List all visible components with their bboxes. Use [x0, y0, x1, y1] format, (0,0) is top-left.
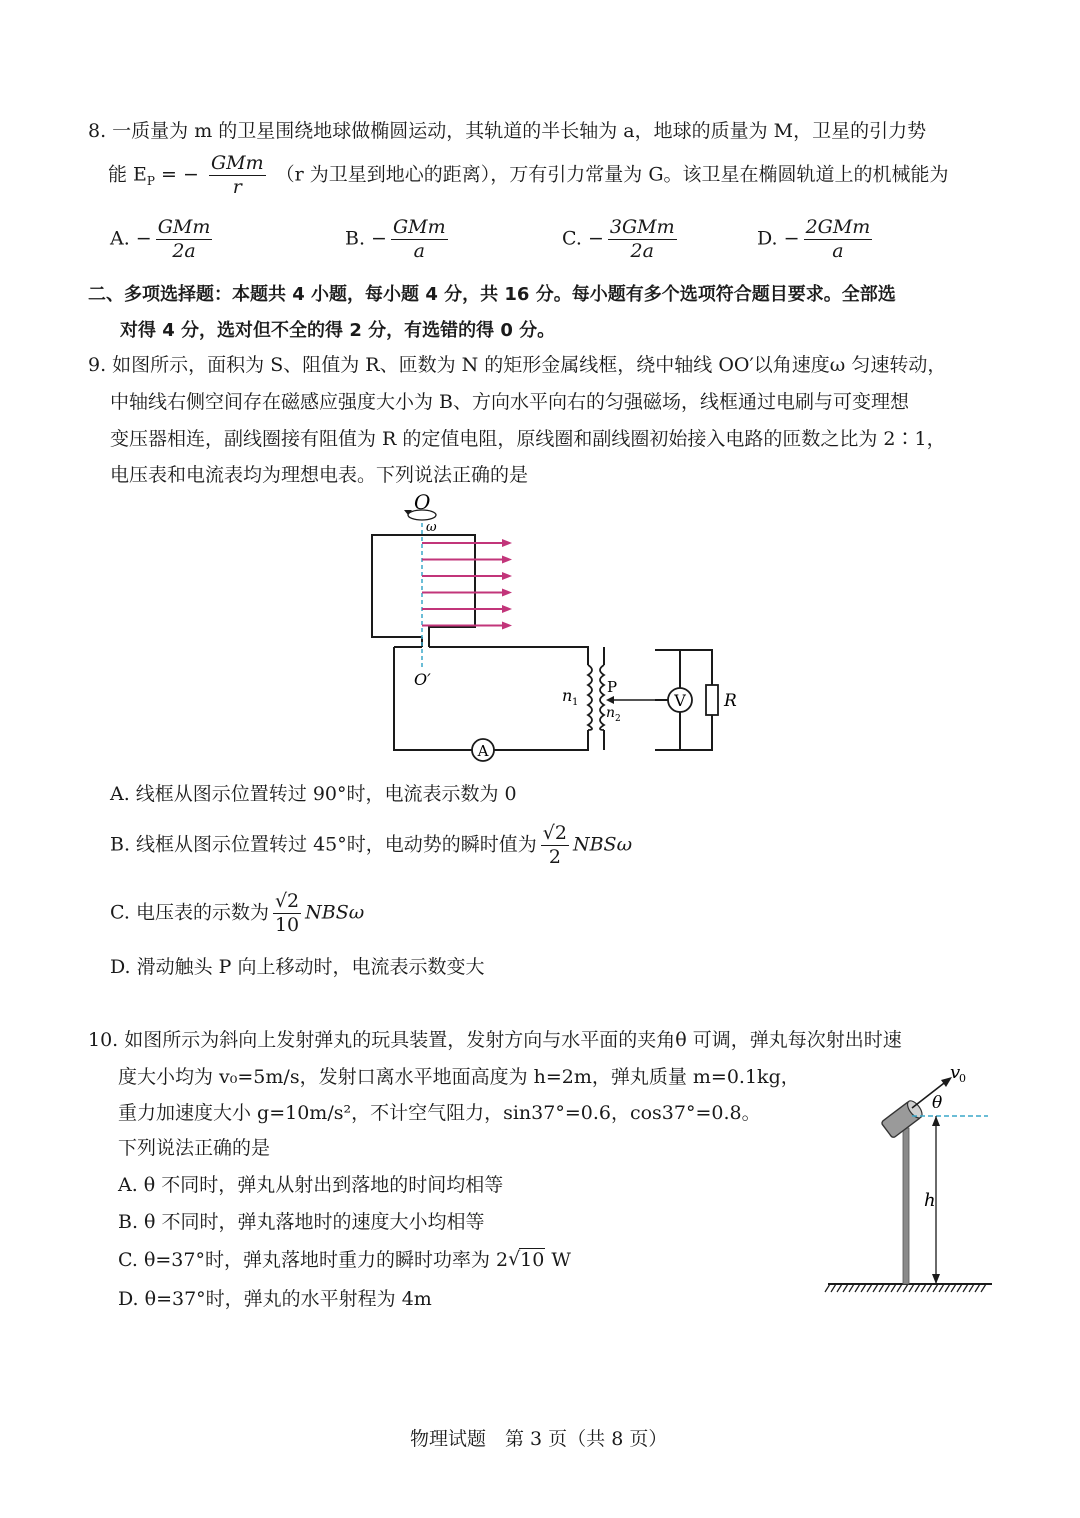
q10-launcher-diagram: [820, 1058, 1000, 1303]
q10-line1: 10. 如图所示为斜向上发射弹丸的玩具装置，发射方向与水平面的夹角θ 可调，弹丸每次射出时速: [88, 1029, 902, 1051]
q8-option-b: B. − $\frac{\text{GMm}}{a}$: [345, 216, 446, 262]
q8-line2-c: （r 为卫星到地心的距离），万有引力常量为 G。该卫星在椭圆轨道上的机械能为: [275, 163, 949, 186]
q9-circuit-diagram: [350, 490, 737, 765]
q9-line1: 9. 如图所示，面积为 S、阻值为 R、匝数为 N 的矩形金属线框，绕中轴线 OO′以角速度ω 匀速转动，: [88, 354, 947, 376]
velocity-arrow: [912, 1080, 948, 1108]
primary-wire-left: [394, 647, 588, 750]
q8-line2-a: 能 E: [108, 163, 147, 186]
label-n1-sub: 1: [572, 697, 579, 708]
coil-frame: [372, 535, 475, 647]
q10-option-c: C. θ=37°时，弹丸落地时重力的瞬时功率为 2√ 10 W: [118, 1245, 571, 1272]
label-n2-sub: 2: [615, 714, 621, 724]
section2-line2: 对得 4 分，选对但不全的得 2 分，有选错的得 0 分。: [120, 320, 556, 341]
label-r: R: [724, 691, 737, 711]
launcher-pole: [903, 1128, 909, 1284]
label-omega: ω: [426, 520, 437, 535]
q8-line2: [108, 152, 949, 199]
q8-line2-b: = −: [155, 163, 199, 186]
label-h: h: [924, 1190, 936, 1211]
ammeter-label: A: [477, 742, 489, 760]
q10-line2: 度大小均为 v₀=5m/s，发射口离水平地面高度为 h=2m，弹丸质量 m=0.1kg，: [118, 1066, 800, 1088]
q10-option-d: D. θ=37°时，弹丸的水平射程为 4m: [118, 1288, 432, 1310]
field-arrowhead: [502, 539, 512, 547]
field-arrowhead: [502, 556, 512, 564]
label-o: O: [414, 490, 431, 514]
q8-option-d: D. − $\frac{\text{2GMm}}{a}$: [757, 216, 871, 262]
q8-option-c: C. − $\frac{\text{3GMm}}{2a}$: [562, 216, 675, 262]
label-o-prime: O′: [414, 670, 431, 689]
q9-option-d: D. 滑动触头 P 向上移动时，电流表示数变大: [110, 956, 485, 978]
page-footer: 物理试题 第 3 页（共 8 页）: [410, 1428, 668, 1450]
primary-wire-top: [429, 647, 588, 665]
q9-line4: 电压表和电流表均为理想电表。下列说法正确的是: [110, 464, 529, 486]
q9-option-a: A. 线框从图示位置转过 90°时，电流表示数为 0: [110, 783, 517, 805]
primary-coil: [588, 665, 592, 730]
q9-option-c: C. 电压表的示数为 $\frac{√2}{10}$ NBSω: [110, 890, 365, 936]
q10-option-b: B. θ 不同时，弹丸落地时的速度大小均相等: [118, 1211, 485, 1233]
field-arrowhead: [502, 589, 512, 597]
q10-line3: 重力加速度大小 g=10m/s²，不计空气阻力，sin37°=0.6，cos37°=0.8。: [118, 1102, 761, 1124]
label-v0-sub: 0: [959, 1072, 966, 1085]
field-arrowhead: [502, 572, 512, 580]
section2-line1: 二、多项选择题：本题共 4 小题，每小题 4 分，共 16 分。每小题有多个选项符合题目要求。全部选: [88, 284, 896, 305]
q9-option-b: B. 线框从图示位置转过 45°时，电动势的瞬时值为 $\frac{√2}{2}$ NBSω: [110, 822, 633, 868]
ground-hatching: [825, 1284, 986, 1292]
q10-line4: 下列说法正确的是: [118, 1137, 271, 1159]
label-n1: n: [562, 686, 573, 705]
q8-option-a: A. − $\frac{\text{GMm}}{2a}$: [110, 216, 211, 262]
resistor-icon: [706, 685, 718, 715]
q8-line2-sub: P: [146, 174, 155, 189]
label-theta: θ: [932, 1093, 943, 1113]
voltmeter-label: V: [674, 691, 686, 710]
label-p: P: [607, 678, 618, 696]
q9-line3: 变压器相连，副线圈接有阻值为 R 的定值电阻，原线圈和副线圈初始接入电路的匝数之比为 2∶1，: [110, 428, 946, 450]
q10-option-a: A. θ 不同时，弹丸从射出到落地的时间均相等: [118, 1174, 504, 1196]
label-v0: v: [950, 1062, 961, 1083]
q9-line2: 中轴线右侧空间存在磁感应强度大小为 B、方向水平向右的匀强磁场，线框通过电刷与可变理想: [110, 391, 910, 413]
magnetic-field-arrows: [422, 539, 512, 630]
field-arrowhead: [502, 605, 512, 613]
q8-energy-fraction: $\frac{\text{GMm}}{r}$: [210, 152, 264, 198]
q8-line1: 8. 一质量为 m 的卫星围绕地球做椭圆运动，其轨道的半长轴为 a，地球的质量为 M，卫星的引力势: [88, 120, 927, 142]
field-arrowhead: [502, 622, 512, 630]
secondary-coil: [600, 665, 604, 730]
label-n2: n: [606, 705, 616, 721]
